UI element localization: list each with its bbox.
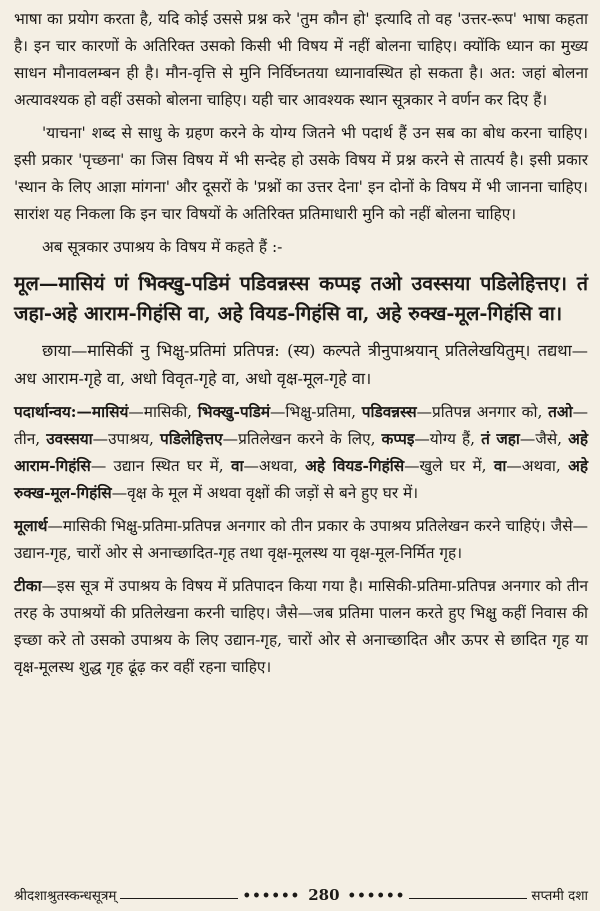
padarth-meaning: —प्रतिलेखन करने के लिए, <box>222 430 382 448</box>
padarth-meaning: —खुले घर में, <box>404 457 494 475</box>
padarth-term: कप्पइ <box>381 430 415 448</box>
page-footer <box>14 882 588 904</box>
padarth-meaning: —जैसे, <box>519 430 569 448</box>
padarth-meaning: —मासिकी, <box>128 403 198 421</box>
teeka-label: टीका <box>14 577 42 595</box>
padarth-term: अहे वियड-गिहंसि <box>305 457 405 475</box>
page-body <box>14 6 588 681</box>
padarth-term: अहे आराम-गिहंसि <box>14 430 588 475</box>
footer-dots-left: •••••• <box>242 888 301 904</box>
teeka-text: —इस सूत्र में उपाश्रय के विषय में प्रतिपादन किया गया है। मासिकी-प्रतिमा-प्रतिपन्न अनगार को तीन तरह के उपाश्रयों की प्रतिलेखना करनी चाहिए। जैसे—जब प्रतिमा पालन करते हुए भिक्षु कहीं निवास की इच्छा करे तो उसको उपाश्रय के लिए उद्यान-गृह, चारों ओर से अनाच्छादित और ऊपर से छादित गृह या वृक्ष-मूलस्थ शुद्ध गृह ढूंढ़ कर वहीं रहना चाहिए। <box>14 577 588 676</box>
padarth-meaning: —अथवा, <box>506 457 569 475</box>
padarth-meaning: —वृक्ष के मूल में अथवा वृक्षों की जड़ों से बने हुए घर में। <box>111 484 419 502</box>
padarth-term: भिक्खु-पडिमं <box>197 403 271 421</box>
padarth-term: तं जहा <box>481 430 520 448</box>
padarth-meaning: —तीन, <box>14 403 588 448</box>
footer-rule-right <box>409 898 527 899</box>
padarth-term: वा <box>230 457 244 475</box>
moolarth-text: —मासिकी भिक्षु-प्रतिमा-प्रतिपन्न अनगार को तीन प्रकार के उपाश्रय प्रतिलेखन करने चाहिएं। जैसे—उद्यान-गृह, चारों ओर से अनाच्छादित-गृह तथा वृक्ष-मूलस्थ या वृक्ष-मूल-निर्मित गृह। <box>14 517 588 562</box>
padarth-term: पडिलेहित्तए <box>159 430 223 448</box>
teeka-paragraph <box>14 573 588 681</box>
padarth-term: वा <box>493 457 507 475</box>
padarth-meaning: —भिक्षु-प्रतिमा, <box>270 403 362 421</box>
padarth-meaning: —योग्य हैं, <box>414 430 482 448</box>
padarth-meaning: —प्रतिपन्न अनगार को, <box>416 403 549 421</box>
footer-dots-right: •••••• <box>347 888 406 904</box>
chhaya-text: छाया—मासिकीं नु भिक्षु-प्रतिमां प्रतिपन्न: (स्य) कल्पते त्रीनुपाश्रयान् प्रतिलेखयितुम्। तद्यथा—अध आराम-गृहे वा, अधो विवृत-गृहे वा, अधो वृक्ष-मूल-गृहे वा। <box>14 341 588 388</box>
paragraph-upashray-intro: अब सूत्रकार उपाश्रय के विषय में कहते हैं :- <box>42 238 283 256</box>
moola-sutra: मूल—मासियं णं भिक्खु-पडिमं पडिवन्नस्स कप्पइ तओ उवस्सया पडिलेहित्तए। तं जहा-अहे आराम-गिहंसि वा, अहे वियड-गिहंसि वा, अहे रुक्ख-मूल-गिहंसि वा। <box>14 272 588 325</box>
padarth-term: उवस्सया <box>46 430 93 448</box>
padarth-term: अहे रुक्ख-मूल-गिहंसि <box>14 457 588 502</box>
padarth-paragraph <box>14 399 588 507</box>
padarth-term: पडिवन्नस्स <box>361 403 417 421</box>
padarth-label: पदार्थान्वय: <box>14 403 77 421</box>
padarth-meaning: —अथवा, <box>243 457 306 475</box>
moolarth-label: मूलार्थ <box>14 517 48 535</box>
footer-rule-left <box>120 898 238 899</box>
paragraph-intro: भाषा का प्रयोग करता है, यदि कोई उससे प्रश्न करे 'तुम कौन हो' इत्यादि तो वह 'उत्तर-रूप' भाषा कहता है। इन चार कारणों के अतिरिक्त उसको किसी भी विषय में नहीं बोलना चाहिए। क्योंकि ध्यान का मुख्य साधन मौनावलम्बन ही है। मौन-वृत्ति से मुनि निर्विघ्नतया ध्यानावस्थित हो सकता है। अत: जहां बोलना अत्यावश्यक हो वहीं उसको बोलना चाहिए। यही चार आवश्यक स्थान सूत्रकार ने वर्णन कर दिए हैं। <box>14 10 588 109</box>
footer-book-title: श्रीदशाश्रुतस्कन्धसूत्रम् <box>14 888 117 904</box>
moolarth-paragraph <box>14 513 588 567</box>
padarth-meaning: —उपाश्रय, <box>92 430 160 448</box>
page-number: 280 <box>308 886 340 904</box>
paragraph-yachana: 'याचना' शब्द से साधु के ग्रहण करने के योग्य जितने भी पदार्थ हैं उन सब का बोध करना चाहिए। इसी प्रकार 'पृच्छना' का जिस विषय में भी सन्देह हो उसके विषय में प्रश्न करने से तात्पर्य है। इसी प्रकार 'स्थान के लिए आज्ञा मांगना' और दूसरों के 'प्रश्नों का उत्तर देना' इन दोनों के विषय में भी जानना चाहिए। सारांश यह निकला कि इन चार विषयों के अतिरिक्त प्रतिमाधारी मुनि को नहीं बोलना चाहिए। <box>14 124 588 223</box>
padarth-meaning: — उद्यान स्थित घर में, <box>90 457 231 475</box>
padarth-term: तओ <box>548 403 573 421</box>
footer-chapter-title: सप्तमी दशा <box>531 888 588 904</box>
padarth-term: —मासियं <box>76 403 129 421</box>
